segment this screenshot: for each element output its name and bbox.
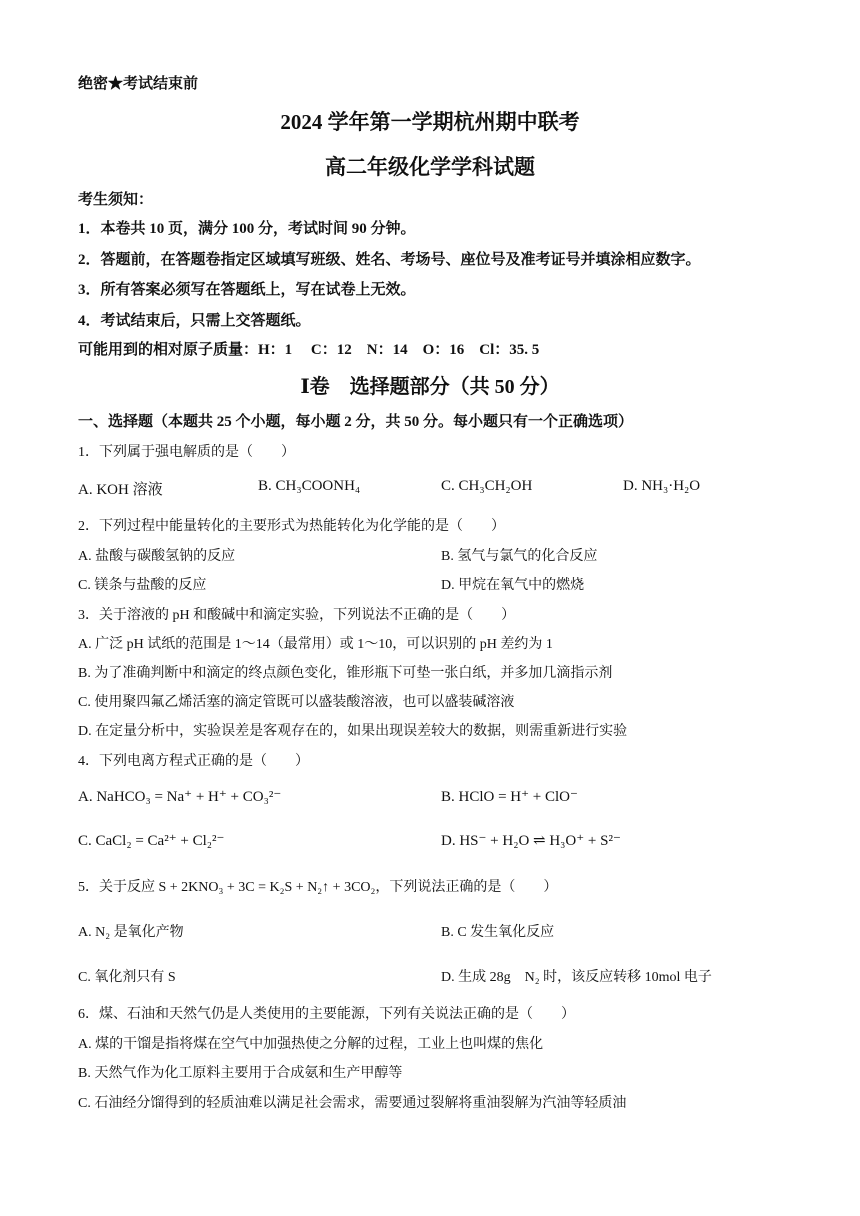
q5-option-c: C. 氧化剂只有 S (78, 970, 176, 985)
q2-option-d: D. 甲烷在氧气中的燃烧 (441, 578, 585, 593)
q1-option-d: D. NH₃·H₂O (623, 478, 701, 494)
section-title: Ⅰ卷 选择题部分（共 50 分） (300, 376, 560, 398)
q4-option-b: B. HClO = H⁺ + ClO⁻ (441, 789, 578, 805)
notice-item: 4．考试结束后，只需上交答题纸。 (78, 313, 311, 329)
q6-option-a: A. 煤的干馏是指将煤在空气中加强热使之分解的过程，工业上也叫煤的焦化 (78, 1037, 544, 1052)
q4-option-a: A. NaHCO₃ = Na⁺ + H⁺ + CO₃²⁻ (78, 789, 282, 805)
q2-option-a: A. 盐酸与碳酸氢钠的反应 (78, 549, 236, 564)
notice-heading: 考生须知： (78, 192, 154, 208)
q1-option-a: A. KOH 溶液 (78, 482, 163, 498)
exam-title: 2024 学年第一学期杭州期中联考 (280, 110, 580, 134)
question-5-stem: 5．关于反应 S + 2KNO₃ + 3C = K₂S + N₂↑ + 3CO₂，下列说法正确的是（ ） (78, 880, 558, 895)
q1-option-b: B. CH₃COONH₄ (258, 478, 361, 494)
question-2-stem: 2．下列过程中能量转化的主要形式为热能转化为化学能的是（ ） (78, 519, 505, 534)
notice-item: 1．本卷共 10 页，满分 100 分，考试时间 90 分钟。 (78, 221, 416, 237)
q6-option-c: C. 石油经分馏得到的轻质油难以满足社会需求，需要通过裂解将重油裂解为汽油等轻质油 (78, 1096, 627, 1111)
question-1-stem: 1．下列属于强电解质的是（ ） (78, 445, 295, 460)
q5-option-a: A. N₂ 是氧化产物 (78, 925, 184, 940)
q2-option-c: C. 镁条与盐酸的反应 (78, 578, 207, 593)
question-6-stem: 6．煤、石油和天然气仍是人类使用的主要能源，下列有关说法正确的是（ ） (78, 1007, 575, 1022)
atomic-mass-line: 可能用到的相对原子质量：H：1 C：12 N：14 O：16 Cl：35. 5 (78, 342, 540, 358)
question-4-stem: 4．下列电离方程式正确的是（ ） (78, 754, 309, 769)
question-3-stem: 3．关于溶液的 pH 和酸碱中和滴定实验，下列说法不正确的是（ ） (78, 608, 516, 623)
notice-item: 2．答题前，在答题卷指定区域填写班级、姓名、考场号、座位号及准考证号并填涂相应数字。 (78, 252, 701, 268)
notice-item: 3．所有答案必须写在答题纸上，写在试卷上无效。 (78, 282, 416, 298)
exam-subtitle: 高二年级化学学科试题 (325, 155, 535, 179)
section-instruction: 一、选择题（本题共 25 个小题，每小题 2 分，共 50 分。每小题只有一个正确选项） (78, 414, 634, 430)
q4-option-d: D. HS⁻ + H₂O ⇌ H₃O⁺ + S²⁻ (441, 833, 621, 849)
q3-option-c: C. 使用聚四氟乙烯活塞的滴定管既可以盛装酸溶液，也可以盛装碱溶液 (78, 695, 515, 710)
q4-option-c: C. CaCl₂ = Ca²⁺ + Cl₂²⁻ (78, 833, 225, 849)
q5-option-d: D. 生成 28g N₂ 时，该反应转移 10mol 电子 (441, 970, 712, 985)
q6-option-b: B. 天然气作为化工原料主要用于合成氨和生产甲醇等 (78, 1066, 403, 1081)
confidential-mark: 绝密★考试结束前 (78, 76, 199, 92)
q3-option-a: A. 广泛 pH 试纸的范围是 1～14（最常用）或 1～10，可以识别的 pH 差约为 1 (78, 637, 553, 652)
q5-option-b: B. C 发生氧化反应 (441, 925, 555, 940)
q3-option-d: D. 在定量分析中，实验误差是客观存在的，如果出现误差较大的数据，则需重新进行实验 (78, 724, 628, 739)
q1-option-c: C. CH₃CH₂OH (441, 478, 533, 494)
q2-option-b: B. 氢气与氯气的化合反应 (441, 549, 598, 564)
q3-option-b: B. 为了准确判断中和滴定的终点颜色变化，锥形瓶下可垫一张白纸，并多加几滴指示剂 (78, 666, 613, 681)
